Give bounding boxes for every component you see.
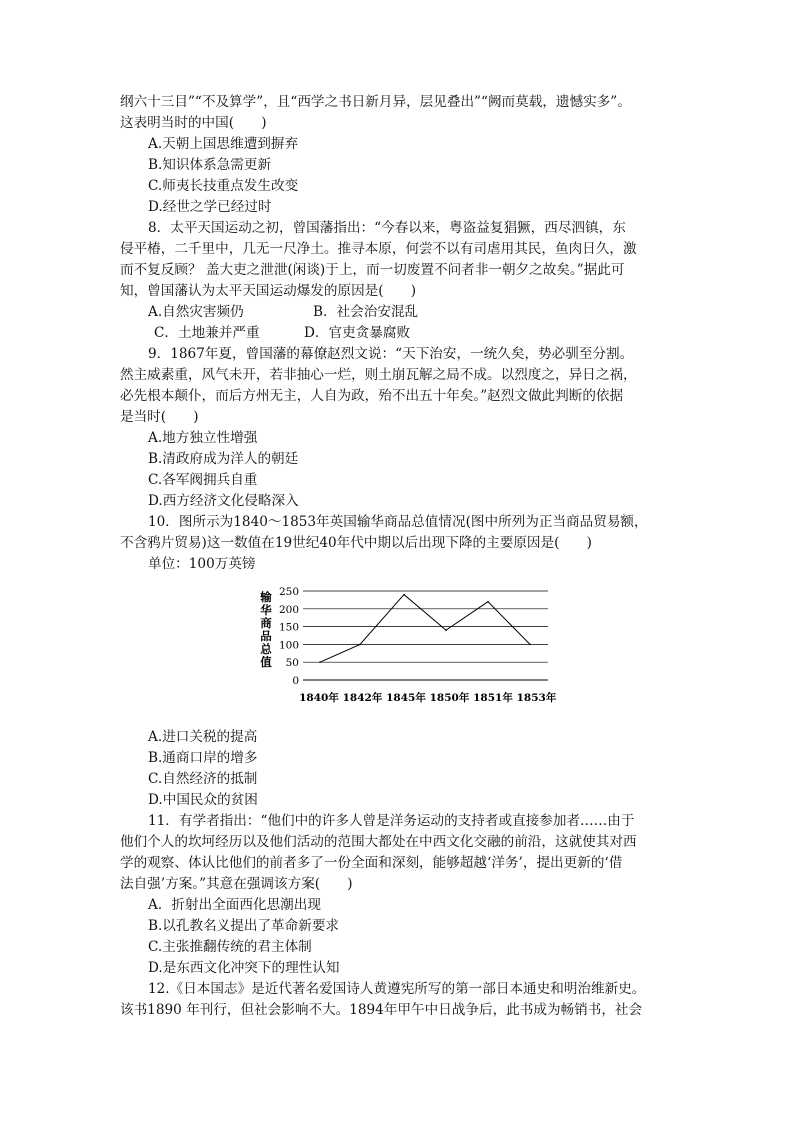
q8-option-d: D．官吏贪暴腐败 — [304, 325, 411, 341]
q8-stem-line-4: 知，曾国藩认为太平天国运动爆发的原因是( ) — [120, 283, 417, 299]
q8-option-a: A.自然灾害频仍 — [148, 304, 244, 320]
q7-stem-continued: 纲六十三目”“不及算学”，且“西学之书日新月异，层见叠出”“阙而莫载，遗憾实多”。 — [120, 94, 631, 110]
q7-option-b: B.知识体系急需更新 — [148, 157, 272, 173]
exam-page — [120, 92, 680, 1021]
q10-option-a: A.进口关税的提高 — [148, 729, 258, 745]
y-axis-label-char: 值 — [260, 655, 272, 669]
q12-stem-line-1: 12.《日本国志》是近代著名爱国诗人黄遵宪所写的第一部日本通史和明治维新史。 — [148, 981, 646, 997]
q10-option-d: D.中国民众的贫困 — [148, 792, 258, 808]
q10-stem-line-2: 不含鸦片贸易)这一数值在19世纪40年代中期以后出现下降的主要原因是( ) — [120, 535, 592, 551]
y-tick-label: 150 — [278, 621, 299, 634]
y-tick-label: 250 — [278, 586, 299, 598]
q9-stem-line-1: 9．1867年夏，曾国藩的幕僚赵烈文说：“天下治安，一统久矣，势必驯至分割。 — [148, 346, 634, 362]
q11-option-c: C.主张推翻传统的君主体制 — [148, 939, 312, 955]
q8-stem-line-1: 8．太平天国运动之初，曾国藩指出：“今春以来，粤盗益复猖獗，西尽泗镇，东 — [148, 220, 626, 236]
series-line — [320, 595, 530, 663]
y-axis-label-char: 输 — [260, 590, 272, 604]
q11-option-a: A．折射出全面西化思潮出现 — [148, 897, 321, 913]
y-axis-label-char: 商 — [260, 616, 272, 630]
trade-value-chart — [120, 579, 680, 719]
data-point-1851年 — [487, 601, 489, 603]
q10-stem-line-1: 10．图所示为1840～1853年英国输华商品总值情况(图中所列为正当商品贸易额， — [148, 514, 648, 530]
q8-option-c: C．土地兼并严重 — [154, 325, 260, 341]
q7-option-d: D.经世之学已经过时 — [148, 199, 272, 215]
q7-stem-question: 这表明当时的中国( ) — [120, 115, 267, 131]
q8-options-row-2 — [120, 323, 680, 344]
data-point-1850年 — [445, 629, 447, 631]
data-point-1853年 — [529, 644, 531, 646]
data-point-1840年 — [319, 661, 321, 663]
q10-option-b: B.通商口岸的增多 — [148, 750, 258, 766]
q8-stem-line-3: 而不复反顾？ 盖大吏之泄泄(闲谈)于上，而一切废置不问者非一朝夕之故矣。”据此可 — [120, 262, 625, 278]
y-axis-label-char: 品 — [260, 629, 272, 643]
q9-option-a: A.地方独立性增强 — [148, 430, 258, 446]
q11-stem-line-2: 他们个人的坎坷经历以及他们活动的范围大都处在中西文化交融的前沿，这就使其对西 — [120, 834, 637, 850]
trade-value-chart-svg — [120, 579, 680, 719]
q9-option-b: B.清政府成为洋人的朝廷 — [148, 451, 299, 467]
y-tick-label: 50 — [285, 657, 299, 670]
q8-option-b: B．社会治安混乱 — [313, 304, 419, 320]
x-tick-label: 1840年 — [299, 692, 339, 704]
x-tick-label: 1851年 — [473, 692, 513, 704]
q11-stem-line-3: 学的观察、体认比他们的前者多了一份全面和深刻，能够超越‘洋务’，提出更新的‘借 — [120, 855, 623, 871]
y-axis-label-char: 总 — [260, 642, 272, 656]
q8-options-row-1 — [120, 302, 680, 323]
y-tick-label: 200 — [278, 603, 299, 616]
q11-option-d: D.是东西文化冲突下的理性认知 — [148, 960, 340, 976]
x-tick-label: 1850年 — [429, 692, 470, 704]
data-point-1845年 — [403, 594, 405, 596]
q9-stem-line-4: 是当时( ) — [120, 409, 199, 425]
q7-option-a: A.天朝上国思维遭到摒弃 — [148, 136, 299, 152]
q8-stem-line-2: 侵平椿，二千里中，几无一尺净土。推寻本原，何尝不以有司虐用其民，鱼肉日久，激 — [120, 241, 637, 257]
q11-option-b: B.以孔教名义提出了革命新要求 — [148, 918, 340, 934]
q10-option-c: C.自然经济的抵制 — [148, 771, 258, 787]
q9-option-c: C.各军阀拥兵自重 — [148, 472, 258, 488]
q7-option-c: C.师夷长技重点发生改变 — [148, 178, 299, 194]
q9-stem-line-3: 必先根本颠仆，而后方州无主，人自为政，殆不出五十年矣。”赵烈文做此判断的依据 — [120, 388, 624, 404]
q11-stem-line-1: 11．有学者指出：“他们中的许多人曾是洋务运动的支持者或直接参加者……由于 — [148, 813, 635, 829]
data-point-1842年 — [359, 644, 361, 646]
q12-stem-line-2: 该书1890 年刊行，但社会影响不大。1894年甲午中日战争后，此书成为畅销书，社会 — [120, 1002, 643, 1018]
x-tick-label: 1845年 — [386, 692, 426, 704]
x-tick-label: 1842年 — [342, 692, 383, 704]
q9-option-d: D.西方经济文化侵略深入 — [148, 493, 299, 509]
q10-unit-label: 单位：100万英镑 — [148, 556, 256, 572]
y-tick-label: 100 — [278, 639, 299, 652]
x-tick-label: 1853年 — [516, 692, 557, 704]
y-axis-label-char: 华 — [260, 603, 272, 617]
q11-stem-line-4: 法自强’方案。”其意在强调该方案( ) — [120, 876, 353, 892]
y-tick-label: 0 — [292, 675, 299, 687]
q9-stem-line-2: 然主威素重，风气未开，若非抽心一烂，则土崩瓦解之局不成。以烈度之，异日之祸， — [120, 367, 637, 383]
